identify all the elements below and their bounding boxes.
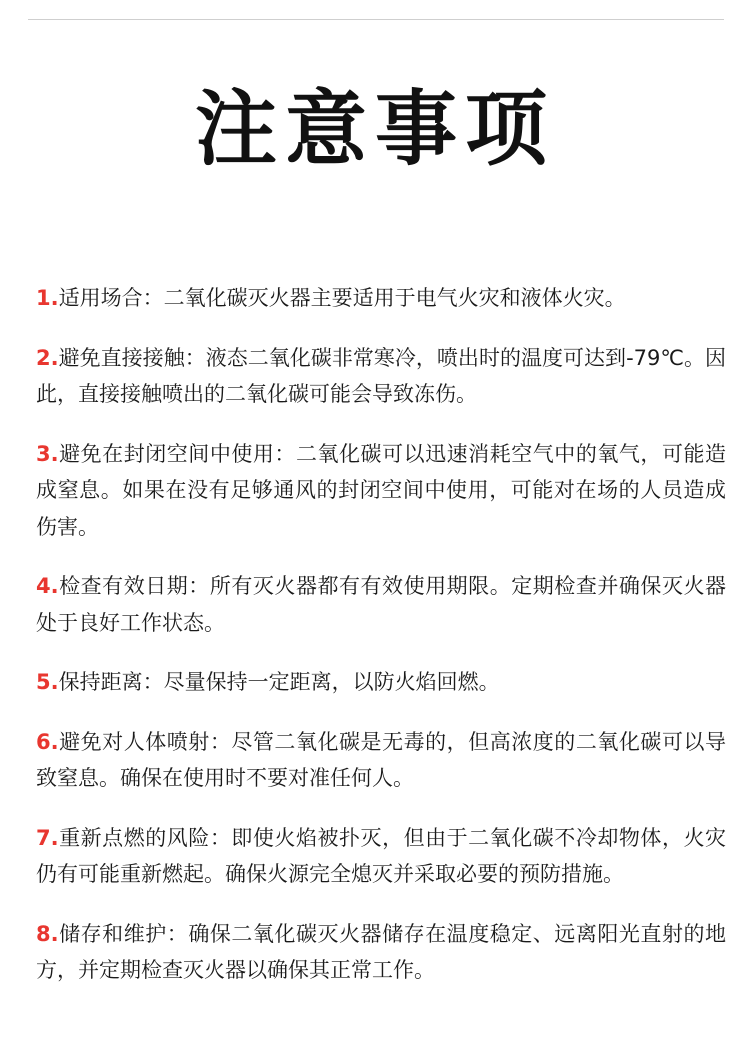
list-item — [36, 820, 726, 893]
item-text: 即使火焰被扑灭，但由于二氧化碳不冷却物体，火灾仍有可能重新燃起。确保火源完全熄灭并采取必要的预防措施。 — [36, 825, 727, 886]
item-label: 避免对人体喷射： — [58, 729, 232, 754]
item-text: 二氧化碳可以迅速消耗空气中的氧气，可能造成窒息。如果在没有足够通风的封闭空间中使用，可能对在场的人员造成伤害。 — [36, 441, 727, 539]
notice-list — [36, 280, 726, 1012]
item-label: 避免直接接触： — [58, 345, 206, 370]
item-number: 8. — [36, 921, 59, 946]
item-text: 尽管二氧化碳是无毒的，但高浓度的二氧化碳可以导致窒息。确保在使用时不要对准任何人。 — [36, 729, 727, 790]
item-number: 1. — [36, 286, 59, 310]
list-item — [36, 568, 726, 641]
item-label: 保持距离： — [58, 670, 164, 694]
item-number: 7. — [36, 825, 59, 850]
item-text: 尽量保持一定距离，以防火焰回燃。 — [163, 670, 500, 694]
item-label: 储存和维护： — [58, 921, 189, 946]
item-number: 2. — [36, 345, 59, 370]
item-number: 6. — [36, 729, 59, 754]
top-divider — [28, 19, 724, 20]
list-item — [36, 436, 726, 546]
page-title: 注意事项 — [194, 82, 555, 177]
item-text: 二氧化碳灭火器主要适用于电气火灾和液体火灾。 — [163, 286, 626, 310]
item-label: 避免在封闭空间中使用： — [58, 441, 296, 466]
list-item — [36, 664, 726, 701]
list-item — [36, 724, 726, 797]
list-item — [36, 340, 726, 413]
item-number: 5. — [36, 670, 59, 694]
list-item — [36, 916, 726, 989]
item-label: 检查有效日期： — [58, 574, 210, 598]
item-text: 液态二氧化碳非常寒冷，喷出时的温度可达到-79℃。因此，直接接触喷出的二氧化碳可能会导致冻伤。 — [36, 345, 726, 406]
item-number: 3. — [36, 441, 59, 466]
list-item — [36, 280, 726, 317]
item-text: 所有灭火器都有有效使用期限。定期检查并确保灭火器处于良好工作状态。 — [36, 574, 726, 635]
item-label: 重新点燃的风险： — [58, 825, 232, 850]
item-text: 确保二氧化碳灭火器储存在温度稳定、远离阳光直射的地方，并定期检查灭火器以确保其正常工作。 — [36, 921, 727, 982]
item-number: 4. — [36, 574, 59, 598]
item-label: 适用场合： — [58, 286, 164, 310]
